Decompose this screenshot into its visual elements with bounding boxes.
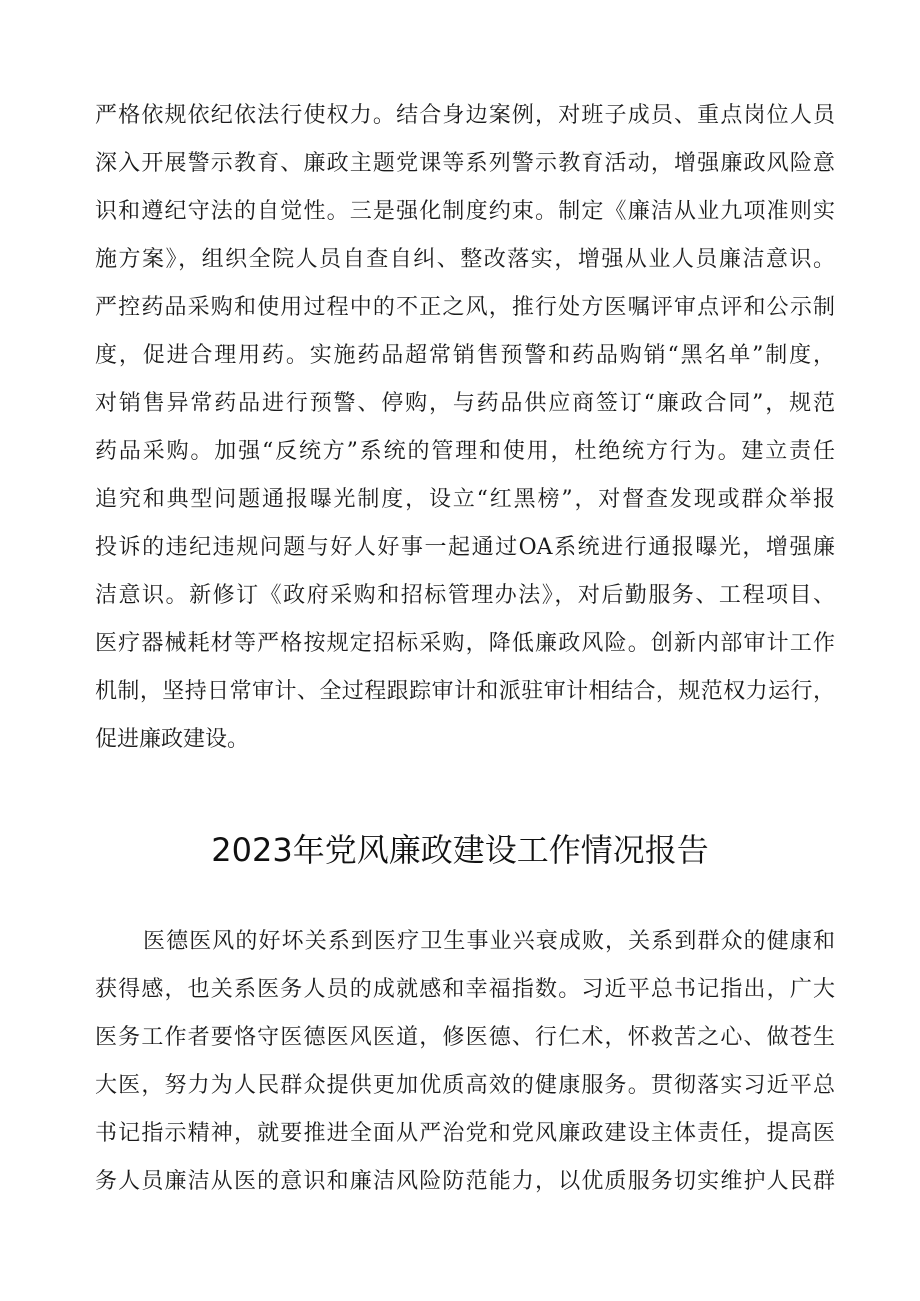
paragraph-line: 施方案》，组织全院人员自查自纠、整改落实，增强从业人员廉洁意识。 xyxy=(95,247,835,272)
paragraph-line: 识和遵纪守法的自觉性。三是强化制度约束。制定《廉洁从业九项准则实 xyxy=(95,199,835,224)
paragraph-line: 获得感，也关系医务人员的成就感和幸福指数。习近平总书记指出，广大 xyxy=(95,977,835,1002)
paragraph-line: 务人员廉洁从医的意识和廉洁风险防范能力，以优质服务切实维护人民群 xyxy=(95,1169,835,1194)
paragraph-line: 机制，坚持日常审计、全过程跟踪审计和派驻审计相结合，规范权力运行， xyxy=(95,679,835,704)
continued-paragraph xyxy=(95,92,835,764)
paragraph-line: 洁意识。新修订《政府采购和招标管理办法》，对后勤服务、工程项目、 xyxy=(95,583,835,608)
paragraph-line: 严格依规依纪依法行使权力。结合身边案例，对班子成员、重点岗位人员 xyxy=(95,103,835,128)
paragraph-line: 对销售异常药品进行预警、停购，与药品供应商签订“廉政合同”，规范 xyxy=(95,391,835,416)
paragraph-line: 投诉的违纪违规问题与好人好事一起通过OA系统进行通报曝光，增强廉 xyxy=(95,535,835,560)
report-body xyxy=(95,918,835,1206)
paragraph-line: 医疗器械耗材等严格按规定招标采购，降低廉政风险。创新内部审计工作 xyxy=(95,631,835,656)
paragraph-line: 度，促进合理用药。实施药品超常销售预警和药品购销“黑名单”制度， xyxy=(95,343,835,368)
paragraph-line: 深入开展警示教育、廉政主题党课等系列警示教育活动，增强廉政风险意 xyxy=(95,151,835,176)
paragraph-line: 严控药品采购和使用过程中的不正之风，推行处方医嘱评审点评和公示制 xyxy=(95,295,835,320)
paragraph-line: 书记指示精神，就要推进全面从严治党和党风廉政建设主体责任，提高医 xyxy=(95,1121,835,1146)
paragraph-line: 大医，努力为人民群众提供更加优质高效的健康服务。贯彻落实习近平总 xyxy=(95,1073,835,1098)
paragraph-line: 促进廉政建设。 xyxy=(95,727,250,752)
paragraph-line: 医德医风的好坏关系到医疗卫生事业兴衰成败，关系到群众的健康和 xyxy=(143,929,835,954)
paragraph-line: 医务工作者要恪守医德医风医道，修医德、行仁术，怀救苦之心、做苍生 xyxy=(95,1025,835,1050)
paragraph-line: 追究和典型问题通报曝光制度，设立“红黑榜”，对督查发现或群众举报 xyxy=(95,487,835,512)
report-title: 2023年党风廉政建设工作情况报告 xyxy=(211,831,709,869)
paragraph-line: 药品采购。加强“反统方”系统的管理和使用，杜绝统方行为。建立责任 xyxy=(95,439,835,464)
